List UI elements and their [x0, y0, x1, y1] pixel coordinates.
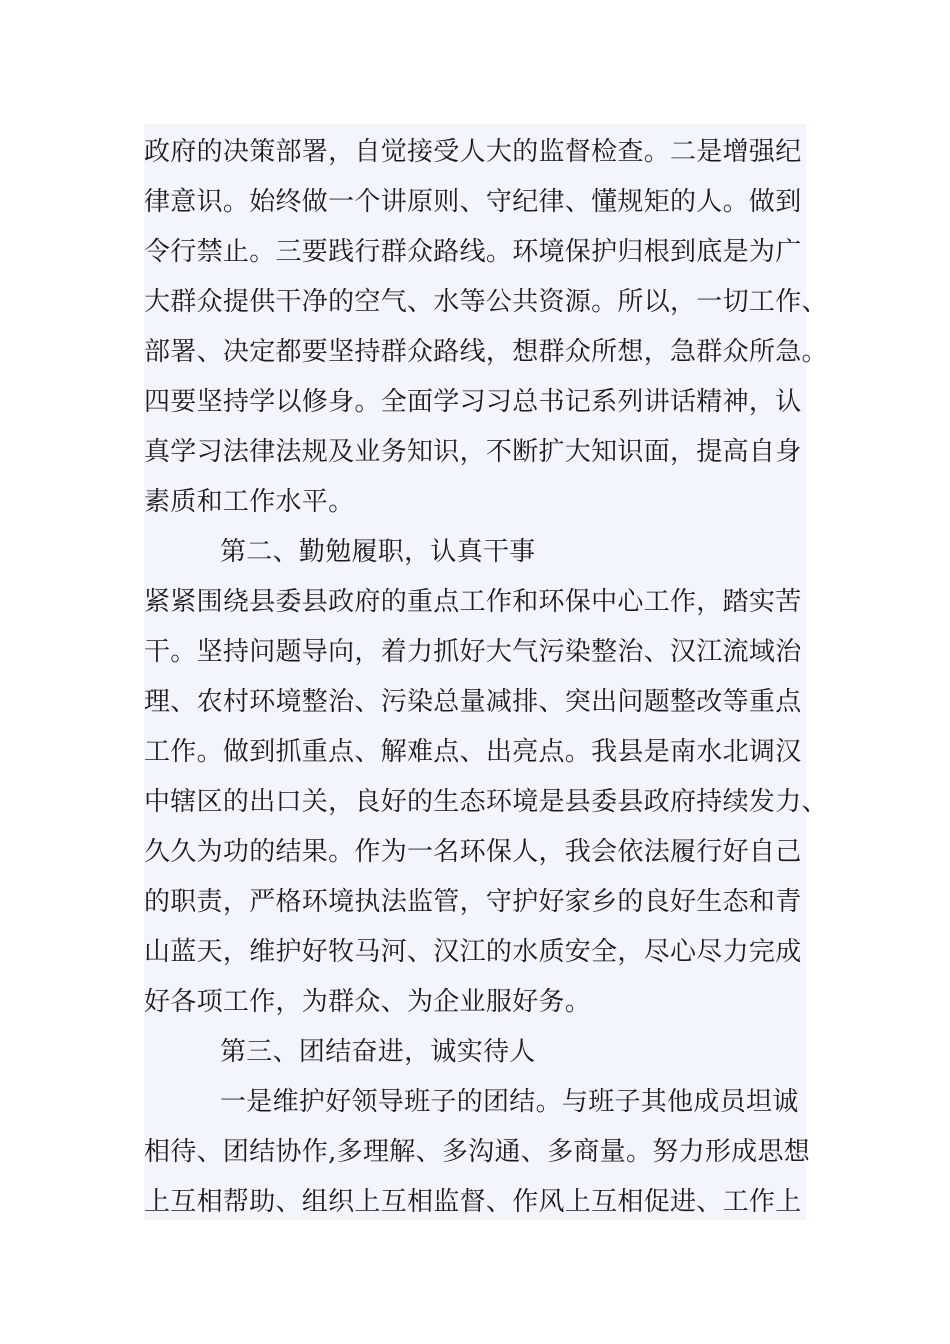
paragraph-line: 素质和工作水平。: [144, 487, 355, 517]
paragraph-line: 相待、团结协作,多理解、多沟通、多商量。努力形成思想: [144, 1137, 811, 1167]
document-body: [144, 124, 828, 1220]
paragraph-line: 令行禁止。三要践行群众路线。环境保护归根到底是为广: [144, 237, 802, 267]
paragraph-line: 的职责，严格环境执法监管，守护好家乡的良好生态和青: [144, 887, 802, 917]
paragraph-line: 部署、决定都要坚持群众路线，想群众所想，急群众所急。: [144, 337, 828, 367]
paragraph-line: 四要坚持学以修身。全面学习习总书记系列讲话精神，认: [144, 387, 802, 417]
paragraph-line: 一是维护好领导班子的团结。与班子其他成员坦诚: [220, 1087, 799, 1117]
paragraph-line: 政府的决策部署，自觉接受人大的监督检查。二是增强纪: [144, 137, 802, 167]
paragraph-line: 理、农村环境整治、污染总量减排、突出问题整改等重点: [144, 687, 802, 717]
paragraph-line: 真学习法律法规及业务知识，不断扩大知识面，提高自身: [144, 437, 802, 467]
paragraph-line: 中辖区的出口关，良好的生态环境是县委县政府持续发力、: [144, 787, 828, 817]
paragraph-line: 山蓝天，维护好牧马河、汉江的水质安全，尽心尽力完成: [144, 937, 802, 967]
section-heading: 第三、团结奋进，诚实待人: [220, 1037, 536, 1067]
paragraph-line: 干。坚持问题导向，着力抓好大气污染整治、汉江流域治: [144, 637, 802, 667]
paragraph-line: 好各项工作，为群众、为企业服好务。: [144, 987, 592, 1017]
paragraph-line: 大群众提供干净的空气、水等公共资源。所以，一切工作、: [144, 287, 828, 317]
paragraph-line: 工作。做到抓重点、解难点、出亮点。我县是南水北调汉: [144, 737, 802, 767]
paragraph-line: 紧紧围绕县委县政府的重点工作和环保中心工作，踏实苦: [144, 587, 802, 617]
paragraph-line: 久久为功的结果。作为一名环保人，我会依法履行好自己: [144, 837, 802, 867]
paragraph-line: 上互相帮助、组织上互相监督、作风上互相促进、工作上: [144, 1187, 802, 1217]
paragraph-line: 律意识。始终做一个讲原则、守纪律、懂规矩的人。做到: [144, 187, 802, 217]
section-heading: 第二、勤勉履职，认真干事: [220, 537, 536, 567]
